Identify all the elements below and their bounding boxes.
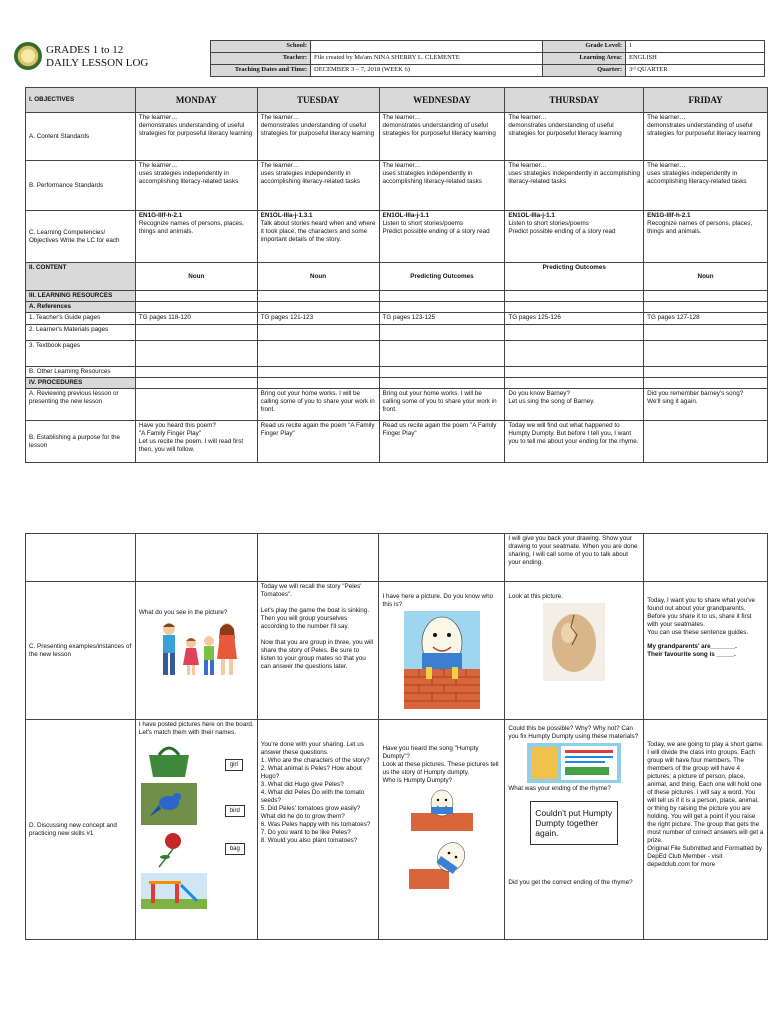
word-card: girl <box>225 759 243 771</box>
purpose-label: B. Establishing a purpose for the lesson <box>26 421 136 463</box>
competency-text: Listen to short stories/poems Predict possible ending of a story read <box>382 220 490 235</box>
content-standards-cell: The learner… demonstrates understanding of useful strategies for purposeful literacy learning <box>379 113 505 161</box>
continued-cell <box>135 534 257 582</box>
discussing-thursday-text: Could this be possible? Why? Why not? Can you fix Humpty Dumpty using these materials? <box>508 725 639 740</box>
competency-cell <box>505 211 644 263</box>
tg-pages: TG pages 125-126 <box>505 313 644 325</box>
content-topic: Predicting Outcomes <box>505 263 644 291</box>
matching-activity <box>139 737 254 911</box>
review-label: A. Reviewing previous lesson or presenting the new lesson <box>26 389 136 421</box>
materials-poster-picture <box>527 743 621 783</box>
bird-picture <box>141 783 197 825</box>
other-resources-label: B. Other Learning Resources <box>26 367 136 378</box>
tg-pages: TG pages 118-120 <box>135 313 257 325</box>
day-header-wednesday: WEDNESDAY <box>379 88 505 113</box>
word-card: bag <box>225 843 245 855</box>
presenting-friday <box>644 582 768 720</box>
content-standards-label: A. Content Standards <box>26 113 136 161</box>
discussing-friday-text: Today, we are going to play a short game. I will divide the class into groups. Each group will have four members. The members of the group will have 4 pictures; a picture of person, place, animal, and thing. Each one will hold one of these pictures. I will say a word. You will tell us if it is a person, place, animal, or thing by raising the picture you are holding. You will get a point if you raise the right picture. The group that gets the most number of correct answers will get a prize. Original File Submitted and Formatted by DepEd Club Member - visit depedclub.com for more <box>647 741 764 868</box>
family-picture <box>151 619 241 681</box>
teacher-label: Teacher: <box>211 53 311 65</box>
area-value: ENGLISH <box>626 53 765 65</box>
presenting-monday-text: What do you see in the picture? <box>138 609 228 616</box>
presenting-wednesday <box>379 582 505 720</box>
day-header-monday: MONDAY <box>135 88 257 113</box>
competencies-label: C. Learning Competencies/ Objectives Write the LC for each <box>26 211 136 263</box>
tg-pages: TG pages 127-128 <box>644 313 768 325</box>
textbook-label: 3. Textbook pages <box>26 341 136 367</box>
procedures-heading: IV. PROCEDURES <box>26 378 136 389</box>
quarter-value: 3ʳᵈ QUARTER <box>626 65 765 77</box>
tg-pages: TG pages 121-123 <box>257 313 379 325</box>
purpose-cell: Read us recite again the poem "A Family Finger Play" <box>379 421 505 463</box>
discussing-monday-text: I have posted pictures here on the board. Let's match them with their names. <box>138 721 254 736</box>
presenting-thursday-text: Look at this picture. <box>508 593 563 600</box>
ending-box: Couldn't put Humpty Dumpty together again. <box>530 801 618 845</box>
dates-value: DECEMBER 3 – 7, 2018 (WEEK 6) <box>311 65 543 77</box>
school-value <box>311 41 543 53</box>
content-heading: II. CONTENT <box>26 263 136 291</box>
playground-picture <box>141 873 207 909</box>
page-title <box>46 44 148 70</box>
competency-text: Recognize names of persons, places, things and animals. <box>138 220 244 235</box>
header-info-table <box>210 40 765 77</box>
performance-standards-cell: The learner… uses strategies independently in accomplishing literacy-related tasks <box>379 161 505 211</box>
area-label: Learning Area: <box>543 53 626 65</box>
purpose-cell <box>644 421 768 463</box>
continued-cell <box>644 534 768 582</box>
lm-label: 2. Learner's Materials pages <box>26 325 136 341</box>
review-cell: Bring out your home works. I will be calling some of you to share your work in front. <box>379 389 505 421</box>
review-cell <box>135 389 257 421</box>
performance-standards-label: B. Performance Standards <box>26 161 136 211</box>
sentence-guide: My grandparents' are_______. Their favourite song is _____. <box>647 643 737 658</box>
review-cell: Did you remember barney's song? We'll sing it again. <box>644 389 768 421</box>
presenting-monday <box>135 582 257 720</box>
discussing-thursday <box>505 720 644 940</box>
tg-pages: TG pages 123-125 <box>379 313 505 325</box>
bag-picture <box>141 739 197 779</box>
discussing-tuesday-text: You're done with your sharing. Let us answer these questions. 1. Who are the characters of the story? 2. What animal is Peles? How about Hugo? 3. What did Hugo give Peles? 4. What did Peles Do with the tomato seeds? 5. Did Peles' tomatoes grow easily? What did he do to grow them? 6. Was Peles happy with his tomatoes? 7. Do you want to be like Peles? 8. Would you also plant tomatoes? <box>260 741 371 844</box>
school-label: School: <box>211 41 311 53</box>
content-standards-cell: The learner… demonstrates understanding of useful strategies for purposeful literacy learning <box>257 113 379 161</box>
humpty-on-wall-picture <box>405 787 479 831</box>
presenting-label: C. Presenting examples/instances of the new lesson <box>26 582 136 720</box>
day-header-tuesday: TUESDAY <box>257 88 379 113</box>
review-cell: Bring out your home works. I will be calling some of you to share your work in front. <box>257 389 379 421</box>
competency-code: EN1G-IIIf-h-2.1 <box>647 212 691 219</box>
performance-standards-cell: The learner… uses strategies independently in accomplishing literacy-related tasks <box>135 161 257 211</box>
cracked-egg-picture <box>543 603 605 681</box>
performance-standards-cell: The learner… uses strategies independently in accomplishing literacy-related tasks <box>644 161 768 211</box>
lesson-table-part2 <box>25 533 768 940</box>
continued-cell <box>379 534 505 582</box>
discussing-tuesday <box>257 720 379 940</box>
word-card: bird <box>225 805 245 817</box>
objectives-heading: I. OBJECTIVES <box>26 88 136 113</box>
tg-label: 1. Teacher's Guide pages <box>26 313 136 325</box>
discussing-thursday-question: What was your ending of the rhyme? <box>508 785 611 792</box>
content-topic: Noun <box>135 263 257 291</box>
presenting-tuesday: Today we will recall the story "Peles' Tomatoes". Let's play the game the boat is sinking. Then you will group yourselves according to the number I'll say. Now that you are group in three, you will share the story of Peles. Be sure to listen to your group mates so that you can answer the questions later. <box>257 582 379 720</box>
title-line-2: DAILY LESSON LOG <box>46 57 149 69</box>
presenting-friday-text: Today, I want you to share what you've found out about your grandparents. Before you share it to us, share it first with your seatmates. You can use these sentence guides. <box>647 597 756 636</box>
content-standards-cell: The learner… demonstrates understanding of useful strategies for purposeful literacy learning <box>644 113 768 161</box>
title-line-1: GRADES 1 to 12 <box>46 44 124 56</box>
discussing-label: D. Discussing new concept and practicing new skills #1 <box>26 720 136 940</box>
content-standards-cell: The learner… demonstrates understanding of useful strategies for purposeful literacy learning <box>135 113 257 161</box>
competency-code: EN1OL-IIIa-j-1.1 <box>508 212 555 219</box>
resources-heading: III. LEARNING RESOURCES <box>26 291 136 302</box>
presenting-thursday <box>505 582 644 720</box>
competency-code: EN1G-IIIf-h-2.1 <box>138 212 183 219</box>
deped-seal-logo <box>14 42 42 70</box>
teacher-value: File created by Ma'am NINA SHERRY L. CLEMENTE <box>311 53 543 65</box>
continued-cell <box>257 534 379 582</box>
lesson-table-part1 <box>25 87 768 463</box>
competency-cell <box>135 211 257 263</box>
purpose-cell: Today we will find out what happened to Humpty Dumpty. But before I tell you, I want you to tell me about your ending for the rhyme. <box>505 421 644 463</box>
presenting-wednesday-text: I have here a picture. Do you know who this is? <box>382 593 494 608</box>
content-topic: Noun <box>644 263 768 291</box>
content-topic: Noun <box>257 263 379 291</box>
review-cell: Do you know Barney? Let us sing the song of Barney. <box>505 389 644 421</box>
purpose-cell: Have you heard this poem? "A Family Finger Play" Let us recite the poem. I will read first then, you will follow. <box>135 421 257 463</box>
performance-standards-cell: The learner… uses strategies independently in accomplishing literacy-related tasks <box>257 161 379 211</box>
content-topic: Predicting Outcomes <box>379 263 505 291</box>
competency-cell <box>379 211 505 263</box>
discussing-monday <box>135 720 257 940</box>
day-header-thursday: THURSDAY <box>505 88 644 113</box>
competency-code: EN1OL-IIIa-j-1.1 <box>382 212 430 219</box>
day-header-friday: FRIDAY <box>644 88 768 113</box>
grade-value: 1 <box>626 41 765 53</box>
competency-text: Listen to short stories/poems Predict possible ending of a story read <box>508 220 616 235</box>
competency-cell <box>644 211 768 263</box>
continued-cell: I will give you back your drawing. Show your drawing to your seatmate. When you are done sharing, I will call some of you to talk about your ending. <box>505 534 644 582</box>
grade-label: Grade Level: <box>543 41 626 53</box>
humpty-dumpty-picture <box>404 611 480 709</box>
quarter-label: Quarter: <box>543 65 626 77</box>
discussing-friday <box>644 720 768 940</box>
rose-picture <box>141 829 197 869</box>
references-heading: A. References <box>26 302 136 313</box>
discussing-wednesday-text: Have you heard the song "Humpty Dumpty"? Look at these pictures. These pictures tell us the story of Humpty dumpty. Who is Humpty Dumpty? <box>382 745 499 784</box>
competency-cell <box>257 211 379 263</box>
content-standards-cell: The learner… demonstrates understanding of useful strategies for purposeful literacy learning <box>505 113 644 161</box>
purpose-cell: Read us recite again the poem "A Family Finger Play" <box>257 421 379 463</box>
competency-code: EN1OL-IIIa-j-1.3.1 <box>260 212 313 219</box>
competency-text: Recognize names of persons, places, things and animals. <box>647 220 753 235</box>
humpty-falling-picture <box>405 833 479 891</box>
discussing-thursday-followup: Did you get the correct ending of the rhyme? <box>508 879 633 886</box>
discussing-wednesday <box>379 720 505 940</box>
performance-standards-cell: The learner… uses strategies independently in accomplishing literacy-related tasks <box>505 161 644 211</box>
dates-label: Teaching Dates and Time: <box>211 65 311 77</box>
competency-text: Talk about stories heard when and where it took place, the characters and some important details of the story. <box>260 220 376 243</box>
